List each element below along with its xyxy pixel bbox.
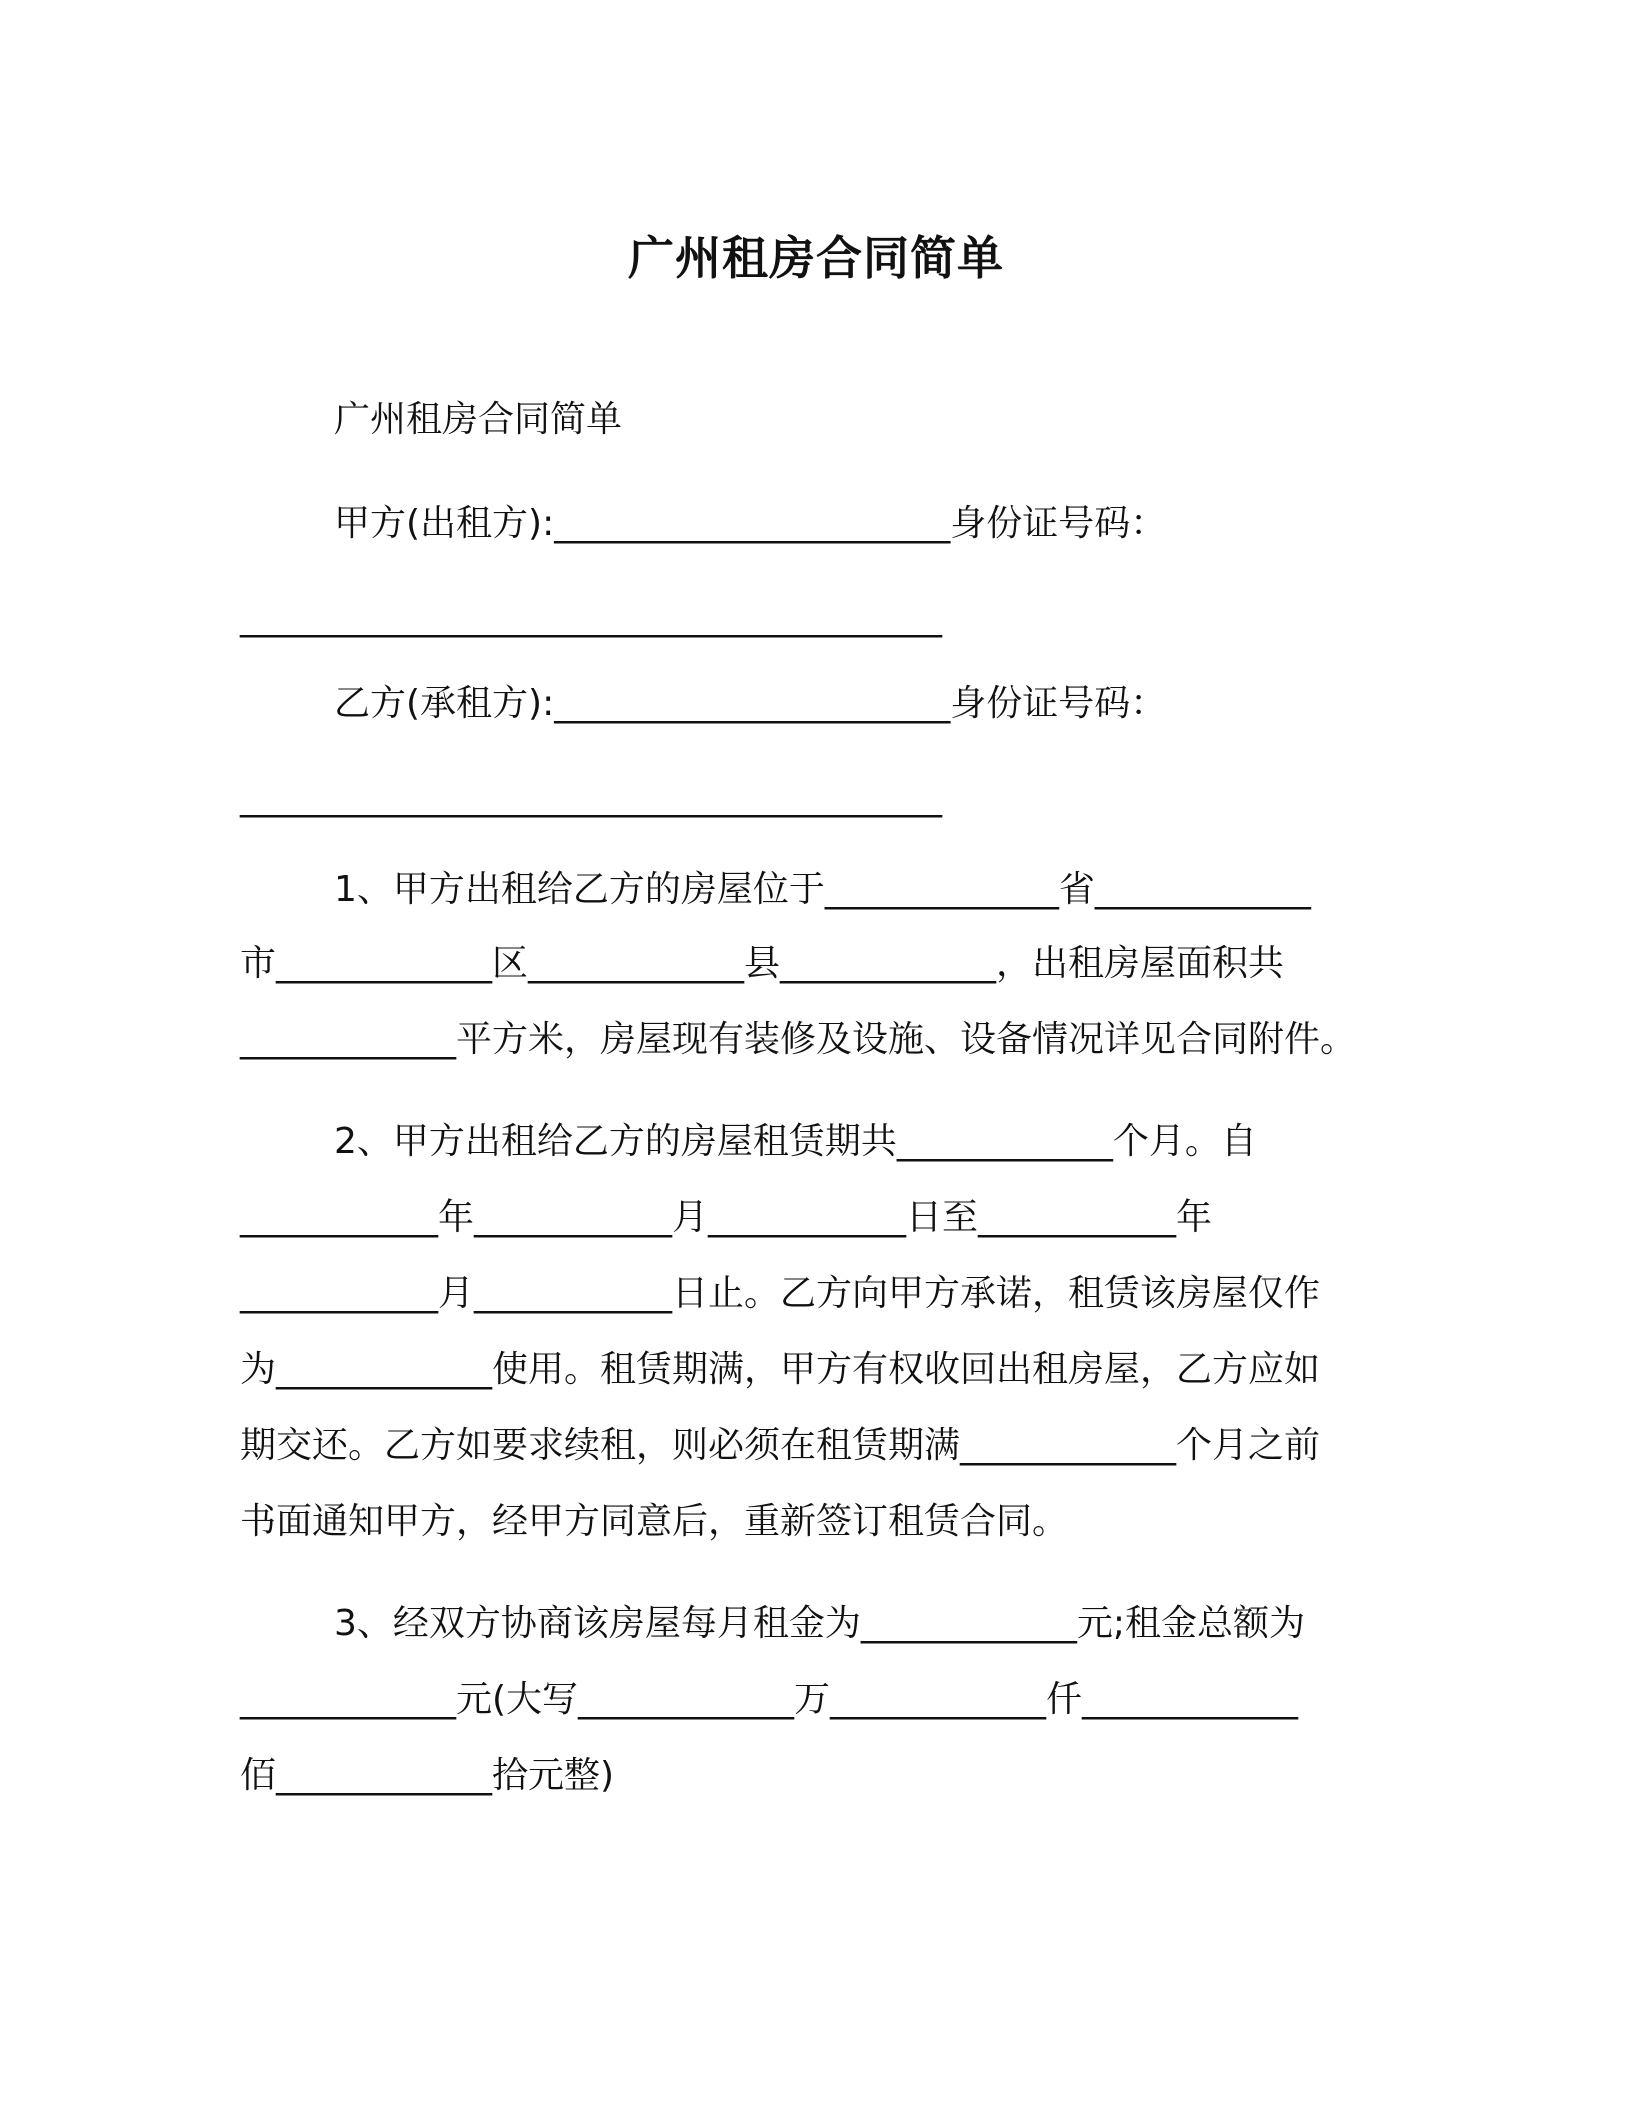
- clause-1-line-2: 市____________区____________县____________，出租房屋面积共: [240, 943, 1285, 984]
- clause-2-line-3: ___________月___________日止。乙方向甲方承诺，租赁该房屋仅作: [240, 1273, 1321, 1314]
- party-a-line: 甲方(出租方):______________________身份证号码：: [334, 503, 1167, 544]
- clause-2-line-4: 为____________使用。租赁期满，甲方有权收回出租房屋，乙方应如: [240, 1349, 1321, 1390]
- clause-3-line-3: 佰____________拾元整): [240, 1755, 615, 1796]
- clause-1-line-3: ____________平方米，房屋现有装修及设施、设备情况详见合同附件。: [240, 1019, 1357, 1060]
- clause-3-line-1: 3、经双方协商该房屋每月租金为____________元;租金总额为: [334, 1603, 1306, 1644]
- party-a-id-blank: _______________________________________: [240, 597, 942, 638]
- clause-3-line-2: ____________元(大写____________万____________仟____________: [240, 1679, 1299, 1720]
- clause-2-line-5: 期交还。乙方如要求续租，则必须在租赁期满____________个月之前: [240, 1425, 1321, 1466]
- clause-2-line-6: 书面通知甲方，经甲方同意后，重新签订租赁合同。: [240, 1501, 1069, 1542]
- party-b-id-blank: _______________________________________: [240, 777, 942, 818]
- clause-1-line-1: 1、甲方出租给乙方的房屋位于_____________省____________: [334, 869, 1311, 910]
- clause-2-line-2: ___________年___________月___________日至___________年: [240, 1197, 1212, 1238]
- party-b-line: 乙方(承租方):______________________身份证号码：: [334, 683, 1167, 724]
- clause-2-line-1: 2、甲方出租给乙方的房屋租赁期共____________个月。自: [334, 1121, 1257, 1162]
- subtitle-line: 广州租房合同简单: [334, 399, 623, 440]
- document-title: 广州租房合同简单: [628, 231, 1004, 285]
